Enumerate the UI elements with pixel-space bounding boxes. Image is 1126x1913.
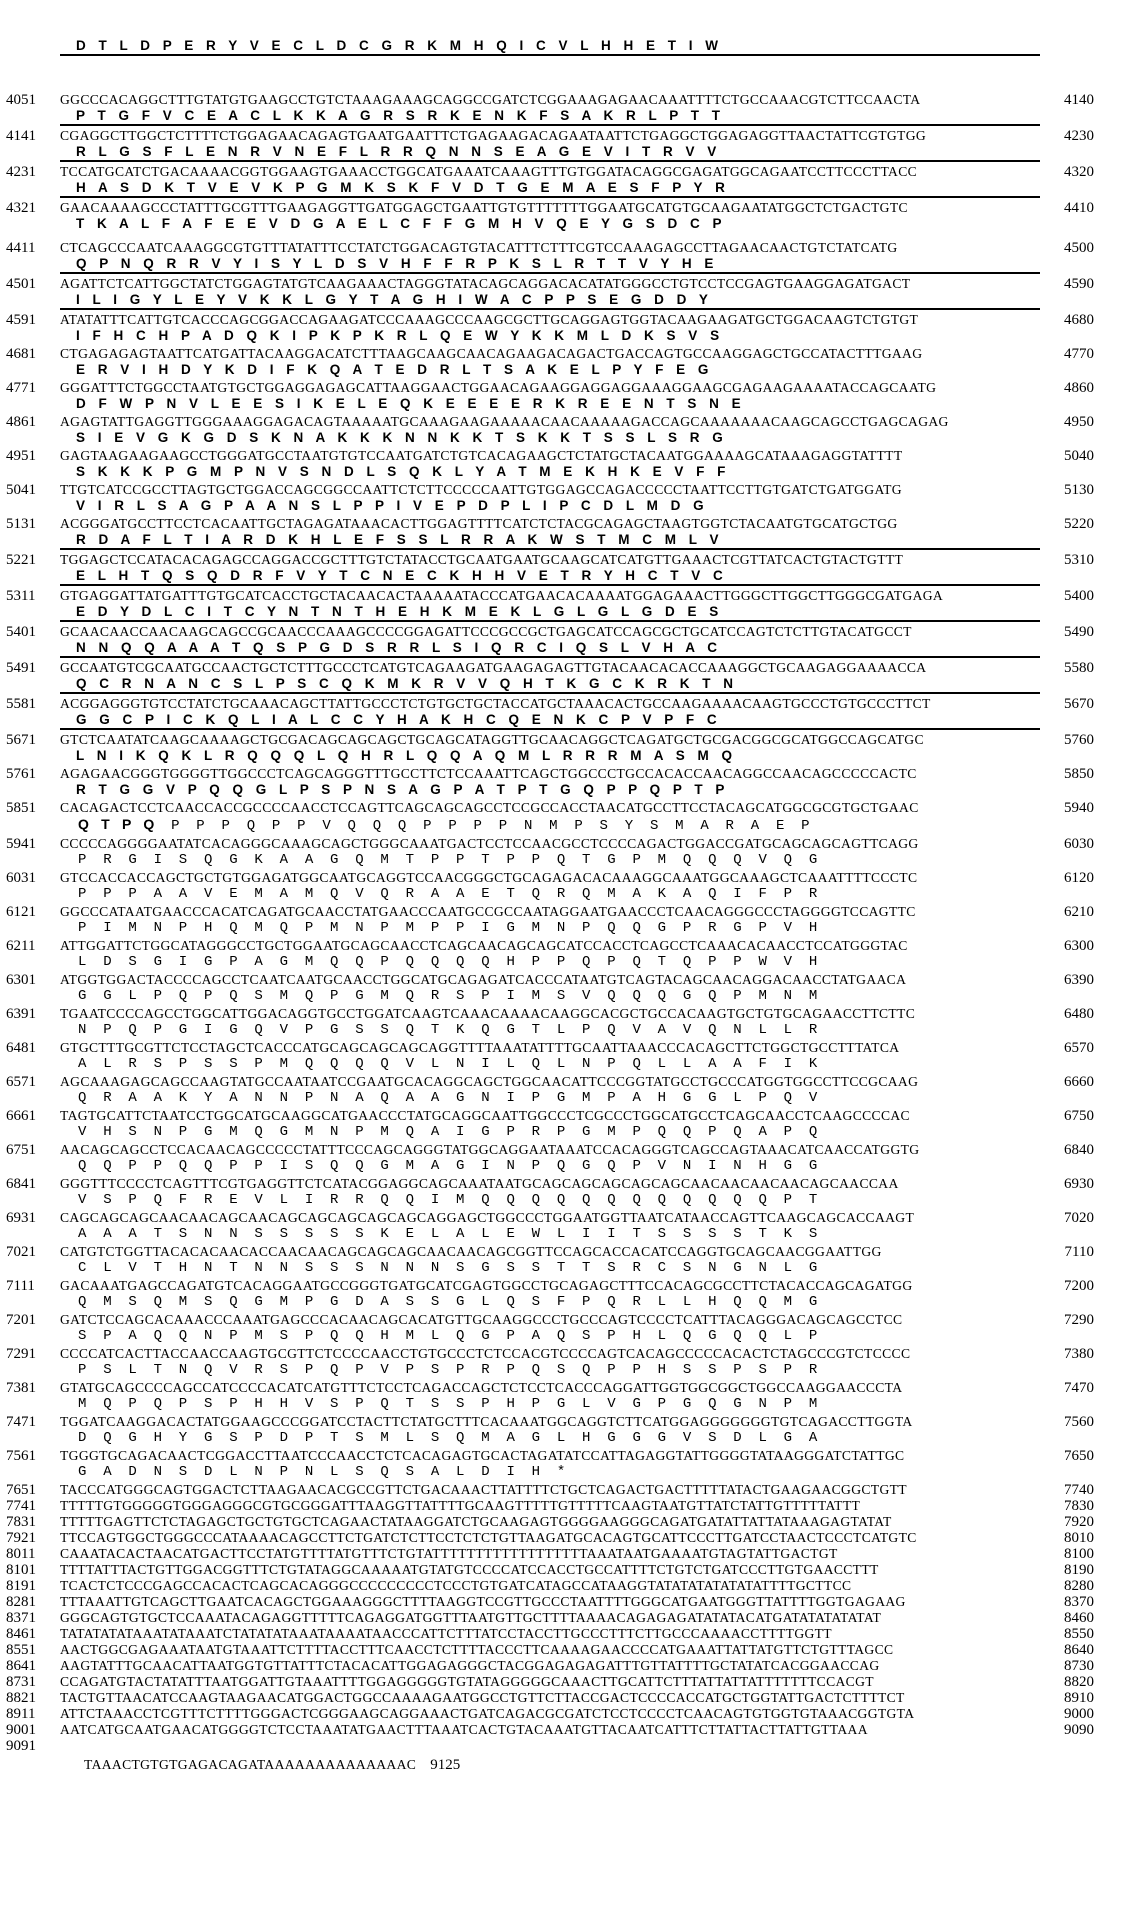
nucleotide-line: GGGTTTCCCCTCAGTTTCGTGAGGTTCTCATACGGAGGCAGCAAATAATGCAGCAGCAGCAGCAGCAACAACAACAACAGCAACCAA bbox=[60, 1176, 899, 1191]
position-start: 8551 bbox=[6, 1642, 36, 1658]
nucleotide-line: CACAGACTCCTCAACCACCGCCCCAACCTCCAGTTCAGCAGCAGCCTCCGCCACCTAACATGCCTTCCTACAGCATGGCGCGTGCTGAAC bbox=[60, 800, 919, 815]
amino-acid-line: P P P A A V E M A M Q V Q R A A E T Q R Q M A K A Q I F P R bbox=[78, 886, 822, 902]
nucleotide-line: TTTTTGAGTTCTCTAGAGCTGCTGTGCTCAGAACTATAAGGATCTGCAAGAGTGGGGAAGGGCAGATGATATTATTATAAAGAGTATAT bbox=[60, 1514, 892, 1529]
sequence-row bbox=[0, 164, 1126, 198]
nucleotide-line: TAAACTGTGTGAGACAGATAAAAAAAAAAAAAAC bbox=[84, 1757, 417, 1772]
amino-acid-line: G G C P I C K Q L I A L C C Y H A K H C Q E N K C P V P F C bbox=[60, 712, 1040, 730]
position-end: 5400 bbox=[1064, 588, 1094, 604]
position-start: 5041 bbox=[6, 482, 36, 498]
nucleotide-line: TATATATATAAATATAAATCTATATATAAATAAAATAACCCATTCTTTATCCTACCTTGCCCTTTCTTGCCCAAAACCTTTTGGTT bbox=[60, 1626, 832, 1641]
amino-acid-line: P R G I S Q G K A A G Q M T P P T P P Q T G P M Q Q Q V Q G bbox=[78, 852, 822, 868]
amino-acid-line: E L H T Q S Q D R F V Y T C N E C K H H V E T R Y H C T V C bbox=[60, 568, 1040, 586]
position-end: 7470 bbox=[1064, 1380, 1094, 1396]
position-end: 5580 bbox=[1064, 660, 1094, 676]
position-start: 7291 bbox=[6, 1346, 36, 1362]
nucleotide-line: TCACTCTCCCGAGCCACACTCAGCACAGGGCCCCCCCCCTCCCTGTGATCATAGCCATAAGGTATATATATATATATTTTGCTTCC bbox=[60, 1578, 852, 1593]
nucleotide-line: CAAATACACTAACATGACTTCCTATGTTTTATGTTTCTGTATTTTTTTTTTTTTTTTTTAAATAATGAAAATGTAGTATTGACTGT bbox=[60, 1546, 838, 1561]
position-end: 4230 bbox=[1064, 128, 1094, 144]
position-start: 6481 bbox=[6, 1040, 36, 1056]
amino-acid-line: R T G G V P Q Q G L P S P N S A G P A T P T G Q P P Q P T P bbox=[76, 782, 729, 797]
nucleotide-line: GAGTAAGAAGAAGCCTGGGATGCCTAATGTGTCCAATGATCTGTCACAGAAGCTCTATGCTACAATGGAAAAGCATAAAGAGGTATTTT bbox=[60, 448, 903, 463]
position-start: 6661 bbox=[6, 1108, 36, 1124]
position-end: 6390 bbox=[1064, 972, 1094, 988]
position-end: 8370 bbox=[1064, 1594, 1094, 1610]
position-start: 7921 bbox=[6, 1530, 36, 1546]
nucleotide-line: AGATTCTCATTGGCTATCTGGAGTATGTCAAGAAACTAGGGTATACAGCAGGACACATATGGGCCTGTCCTCCGAGTGAAGGAGATGACT bbox=[60, 276, 911, 291]
position-start: 5761 bbox=[6, 766, 36, 782]
amino-acid-line: L N I K Q K L R Q Q Q L Q H R L Q Q A Q M L R R R M A S M Q bbox=[76, 748, 737, 763]
sequence-row bbox=[0, 904, 1126, 936]
position-start: 5401 bbox=[6, 624, 36, 640]
position-start: 7561 bbox=[6, 1448, 36, 1464]
nucleotide-line: GATCTCCAGCACAAACCCAAATGAGCCCACAACAGCACATGTTGCAAGGCCCTGCCCAGTCCCCTCATTTACAGGGACAGCAGCCTCC bbox=[60, 1312, 903, 1327]
utr-row bbox=[0, 1690, 1126, 1706]
position-start: 9001 bbox=[6, 1722, 36, 1738]
nucleotide-line: CCCCCAGGGGAATATCACAGGGCAAAGCAGCTGGGCAAATGACTCCTCCAACGCCTCCCCAGACTGGACCGATGCAGCAGCAGTTCAGG bbox=[60, 836, 919, 851]
position-end: 7560 bbox=[1064, 1414, 1094, 1430]
nucleotide-line: AGCAAAGAGCAGCCAAGTATGCCAATAATCCGAATGCACAGGCAGCTGGCAACATTCCCGGTATGCCTGCCCATGGTGGCCTTCCGCAAG bbox=[60, 1074, 919, 1089]
position-end: 8190 bbox=[1064, 1562, 1094, 1578]
utr-row bbox=[0, 1498, 1126, 1514]
position-end: 7290 bbox=[1064, 1312, 1094, 1328]
position-end: 8460 bbox=[1064, 1610, 1094, 1626]
position-end: 4860 bbox=[1064, 380, 1094, 396]
sequence-row bbox=[0, 482, 1126, 514]
position-start: 6301 bbox=[6, 972, 36, 988]
position-start: 5671 bbox=[6, 732, 36, 748]
nucleotide-line: ATTCTAAACCTCGTTTCTTTTGGGACTCGGGAAGCAGGAAACTGATCAGACGCGATCTCCTCCCCTCAACAGTGTGGTGTAAACGGTGTA bbox=[60, 1706, 915, 1721]
nucleotide-line: GTCCACCACCAGCTGCTGTGGAGATGGCAATGCAGGTCCAACGGGCTGCAGAGACACAAAGGCAAATGGCAAAGCTCAAATTTTCCCTC bbox=[60, 870, 918, 885]
position-start: 5221 bbox=[6, 552, 36, 568]
amino-acid-line: Q C R N A N C S L P S C Q K M K R V V Q H T K G C K R K T N bbox=[60, 676, 1040, 694]
position-end: 7740 bbox=[1064, 1482, 1094, 1498]
amino-acid-line: V H S N P G M Q G M N P M Q A I G P R P G M P Q Q P Q A P Q bbox=[78, 1124, 822, 1140]
position-end: 9125 bbox=[430, 1757, 461, 1773]
nucleotide-line: GGGATTTCTGGCCTAATGTGCTGGAGGAGAGCATTAAGGAACTGGAACAGAAGGAGGAGGAAAGGAAGCGAGAAGAAAATACCAGCAATG bbox=[60, 380, 937, 395]
sequence-row bbox=[0, 1006, 1126, 1038]
nucleotide-line: AAGTATTTGCAACATTAATGGTGTTATTTCTACACATTGGAGAGGGCTACGGAGAGAGATTTGTTATTTTGCTATATCACGGAACCAG bbox=[60, 1658, 880, 1673]
position-end: 6300 bbox=[1064, 938, 1094, 954]
utr-row bbox=[0, 1482, 1126, 1498]
position-end: 5760 bbox=[1064, 732, 1094, 748]
sequence-row bbox=[0, 92, 1126, 126]
sequence-row bbox=[0, 552, 1126, 586]
position-end: 8550 bbox=[1064, 1626, 1094, 1642]
position-end: 7110 bbox=[1064, 1244, 1094, 1260]
sequence-row bbox=[0, 200, 1126, 232]
amino-acid-plain-part: P P P Q P P V Q Q Q P P P P N M P S Y S M A R A E P bbox=[158, 818, 814, 834]
position-start: 7471 bbox=[6, 1414, 36, 1430]
amino-acid-line: I L I G Y L E Y V K K L G Y T A G H I W A C P P S E G D D Y bbox=[60, 292, 1040, 310]
position-end: 4770 bbox=[1064, 346, 1094, 362]
sequence-row bbox=[0, 696, 1126, 730]
position-start: 6751 bbox=[6, 1142, 36, 1158]
nucleotide-line: TTTTATTTACTGTTGGACGGTTTCTGTATAGGCAAAAATGTATGTCCCCATCCACCTGCCATTTTCTGTCTGATCCCTTGTGAACCTTT bbox=[60, 1562, 879, 1577]
nucleotide-line: AACTGGCGAGAAATAATGTAAATTCTTTTACCTTTCAACCTCTTTTACCCTTCAAAAGAACCCCATGAAATTATTATGTTCTGTTTAGCC bbox=[60, 1642, 894, 1657]
position-start: 7201 bbox=[6, 1312, 36, 1328]
position-start: 4771 bbox=[6, 380, 36, 396]
sequence-row bbox=[0, 972, 1126, 1004]
amino-acid-line: I F H C H P A D Q K I P K P K R L Q E W Y K K M L D K S V S bbox=[76, 328, 724, 343]
position-start: 7831 bbox=[6, 1514, 36, 1530]
position-end: 6210 bbox=[1064, 904, 1094, 920]
sequence-row bbox=[0, 660, 1126, 694]
sequence-row bbox=[0, 1346, 1126, 1378]
position-start: 8641 bbox=[6, 1658, 36, 1674]
position-end: 7380 bbox=[1064, 1346, 1094, 1362]
amino-acid-line: D F W P N V L E E S I K E L E Q K E E E E R K R E E N T S N E bbox=[76, 396, 746, 411]
position-end: 4320 bbox=[1064, 164, 1094, 180]
nucleotide-line: ATTGGATTCTGGCATAGGGCCTGCTGGAATGCAGCAACCTCAGCAACAGCAGCATCCACCTCAGCCTCAAACACAACCTCCATGGGTAC bbox=[60, 938, 908, 953]
position-start: 4951 bbox=[6, 448, 36, 464]
position-start: 7651 bbox=[6, 1482, 36, 1498]
sequence-row bbox=[0, 516, 1126, 550]
utr-region bbox=[0, 1482, 1126, 1738]
position-start: 5581 bbox=[6, 696, 36, 712]
position-start: 5311 bbox=[6, 588, 36, 604]
position-end: 6840 bbox=[1064, 1142, 1094, 1158]
sequence-row bbox=[0, 624, 1126, 658]
nucleotide-line: AGAGTATTGAGGTTGGGAAAGGAGACAGTAAAAATGCAAAGAAGAAAAACAACAAAAAGACCAGCAAAAAAACAAGCAGCCTGAGCAGAG bbox=[60, 414, 949, 429]
nucleotide-line: TTTAAATTGTCAGCTTGAATCACAGCTGGAAAGGGCTTTTAAGGTCCGTTGCCCTAATTTTGGGCATGAATGGGTTATTTTGGTGAGAAG bbox=[60, 1594, 906, 1609]
position-end: 5130 bbox=[1064, 482, 1094, 498]
sequence-row bbox=[0, 1210, 1126, 1242]
utr-row bbox=[0, 1706, 1126, 1722]
nucleotide-line: ACGGGATGCCTTCCTCACAATTGCTAGAGATAAACACTTGGAGTTTTCATCTCTACGCAGAGCTAAGTGGTCTACAATGTGCATGCTGG bbox=[60, 516, 898, 531]
amino-acid-line: Q M S Q M S Q G M P G D A S S G L Q S F P Q R L L H Q Q M G bbox=[78, 1294, 822, 1310]
sequence-row bbox=[0, 380, 1126, 412]
position-end: 7200 bbox=[1064, 1278, 1094, 1294]
nucleotide-line: GTATGCAGCCCCAGCCATCCCCACATCATGTTTCTCCTCAGACCAGCTCTCCTCACCCAGGATTGGTGGCGGCTGGCCAAGGAACCCTA bbox=[60, 1380, 903, 1395]
amino-acid-line: E D Y D L C I T C Y N T N T H E H K M E K L G L G L G D E S bbox=[60, 604, 1040, 622]
position-end: 6030 bbox=[1064, 836, 1094, 852]
utr-row bbox=[0, 1674, 1126, 1690]
amino-acid-line: R D A F L T I A R D K H L E F S S L R R A K W S T M C M L V bbox=[60, 532, 1040, 550]
amino-acid-line: T K A L F A F E E V D G A E L C F F G M H V Q E Y G S D C P bbox=[76, 216, 727, 231]
sequence-row bbox=[0, 1108, 1126, 1140]
position-end: 5850 bbox=[1064, 766, 1094, 782]
utr-row bbox=[0, 1578, 1126, 1594]
position-end: 4500 bbox=[1064, 240, 1094, 256]
position-end: 5940 bbox=[1064, 800, 1094, 816]
position-start: 7111 bbox=[6, 1278, 35, 1294]
nucleotide-line: AATCATGCAATGAACATGGGGTCTCCTAAATATGAACTTTAAATCACTGTACAAATGTTACAATCATTTCTTATTACTTATTGTTAAA bbox=[60, 1722, 868, 1737]
position-start: 6391 bbox=[6, 1006, 36, 1022]
position-start: 6571 bbox=[6, 1074, 36, 1090]
amino-acid-line: N N Q Q A A A T Q S P G D S R R L S I Q R C I Q S L V H A C bbox=[60, 640, 1040, 658]
sequence-row bbox=[0, 1448, 1126, 1480]
nucleotide-line: GTGAGGATTATGATTTGTGCATCACCTGCTACAACACTAAAAATACCCATGAACACAAAATGGAGAAACTTGGGCTTGGCTTGGGCGATGAGA bbox=[60, 588, 944, 603]
position-end: 8910 bbox=[1064, 1690, 1094, 1706]
nucleotide-line: CGAGGCTTGGCTCTTTTCTGGAGAACAGAGTGAATGAATTTCTGAGAAGACAGAATAATTCTGAGGCTGGAGAGGTTAACTATTCGTGTGG bbox=[60, 128, 927, 143]
position-start: 8371 bbox=[6, 1610, 36, 1626]
amino-acid-line: R L G S F L E N R V N E F L R R Q N N S E A G E V I T R V V bbox=[60, 144, 1040, 162]
sequence-row bbox=[0, 346, 1126, 378]
nucleotide-line: TAGTGCATTCTAATCCTGGCATGCAAGGCATGAACCCTATGCAGGCAATTGGCCCTCGCCCTGGCATGCCTCAGCAACCTCAAGCCCCAC bbox=[60, 1108, 910, 1123]
amino-acid-line: P I M N P H Q M Q P M N P M P P I G M N P Q Q G P R G P V H bbox=[78, 920, 822, 936]
utr-row bbox=[0, 1546, 1126, 1562]
position-end: 4410 bbox=[1064, 200, 1094, 216]
nucleotide-line: CTCAGCCCAATCAAAGGCGTGTTTATATTTCCTATCTGGACAGTGTACATTTCTTTCGTCCAAAGAGCCTTAGAACAACTGTCTATCATG bbox=[60, 240, 898, 255]
position-start: 4321 bbox=[6, 200, 36, 216]
position-end: 6480 bbox=[1064, 1006, 1094, 1022]
position-end: 7650 bbox=[1064, 1448, 1094, 1464]
sequence-row bbox=[0, 414, 1126, 446]
nucleotide-line: GGCCCATAATGAACCCACATCAGATGCAACCTATGAACCCAATGCCGCCAATAGGAATGAACCCTCAACAGGGCCCTAGGGGTCCAGTTC bbox=[60, 904, 916, 919]
utr-row bbox=[0, 1722, 1126, 1738]
sequence-row bbox=[0, 1040, 1126, 1072]
amino-acid-line: G A D N S D L N P N L S Q S A L D I H * bbox=[78, 1464, 570, 1480]
nucleotide-line: GGCCCACAGGCTTTGTATGTGAAGCCTGTCTAAAGAAAGCAGGCCGATCTCGGAAAGAGAACAAATTTTCTGCCAAACGTCTTCCAACTA bbox=[60, 92, 921, 107]
nucleotide-line: TGGATCAAGGACACTATGGAAGCCCGGATCCTACTTCTATGCTTTCACAAATGGCAGGTCTTCATGGAGGGGGGGTGTCAGACCTTGGTA bbox=[60, 1414, 913, 1429]
position-start: 5941 bbox=[6, 836, 36, 852]
amino-acid-line: A A A T S N N S S S S S K E L A L E W L I I T S S S S T K S bbox=[78, 1226, 822, 1242]
sequence-row bbox=[0, 128, 1126, 162]
nucleotide-line: TGGGTGCAGACAACTCGGACCTTAATCCCAACCTCTCACAGAGTGCACTAGATATCCATTAGAGGTATTGGGGTATAAGGGATCTATTGC bbox=[60, 1448, 905, 1463]
position-start: 9091 bbox=[6, 1738, 36, 1754]
nucleotide-line: AGAGAACGGGTGGGGTTGGCCCTCAGCAGGGTTTGCCTTCTCCAAATTCAGCTGGCCCTGCCACACCAACAGGCCAACAGCCCCCACTC bbox=[60, 766, 917, 781]
position-start: 8821 bbox=[6, 1690, 36, 1706]
sequence-row bbox=[0, 1278, 1126, 1310]
position-start: 6121 bbox=[6, 904, 36, 920]
sequence-row bbox=[0, 276, 1126, 310]
amino-acid-line: Q R A A K Y A N N P N A Q A A G N I P G M P A H G G L P Q V bbox=[78, 1090, 822, 1106]
amino-acid-line: V I R L S A G P A A N S L P P I V E P D P L I P C D L M D G bbox=[76, 498, 709, 513]
nucleotide-line: ATATATTTCATTGTCACCCAGCGGACCAGAAGATCCCAAAGCCCAAGCGCTTGCAGGAGTGGTACAAGAAGATGCTGGACAAGTCTGTGT bbox=[60, 312, 919, 327]
sequence-row bbox=[0, 1142, 1126, 1174]
position-end: 4140 bbox=[1064, 92, 1094, 108]
amino-acid-line: P T G F V C E A C L K K A G R S R K E N K F S A K R L P T T bbox=[60, 108, 1040, 126]
position-end: 5490 bbox=[1064, 624, 1094, 640]
position-start: 4681 bbox=[6, 346, 36, 362]
position-start: 4501 bbox=[6, 276, 36, 292]
position-start: 8731 bbox=[6, 1674, 36, 1690]
position-start: 7021 bbox=[6, 1244, 36, 1260]
amino-acid-line: Q P N Q R R V Y I S Y L D S V H F F R P K S L R T T V Y H E bbox=[60, 256, 1040, 274]
nucleotide-line: AACAGCAGCCTCCACAACAGCCCCCTATTTCCCAGCAGGGTATGGCAGGAATAAATCCACAGGGTCAGCCAGTAAACATCAACCATGGTG bbox=[60, 1142, 920, 1157]
coding-region bbox=[0, 92, 1126, 1480]
position-end: 8280 bbox=[1064, 1578, 1094, 1594]
nucleotide-line: GCAACAACCAACAAGCAGCCGCAACCCAAAGCCCCGGAGATTCCCGCCGCTGAGCATCCAGCGCTGCATCCAGTCTCTTGTACATGCCT bbox=[60, 624, 912, 639]
sequence-row bbox=[0, 938, 1126, 970]
nucleotide-line: TACCCATGGGCAGTGGACTCTTAAGAACACGCCGTTCTGACAAACTTATTTTCTGCTCAGACTGACTTTTTATACTGAAGAACGGCTGTT bbox=[60, 1482, 907, 1497]
position-end: 8640 bbox=[1064, 1642, 1094, 1658]
position-end: 4680 bbox=[1064, 312, 1094, 328]
nucleotide-line: TTGTCATCCGCCTTAGTGCTGGACCAGCGGCCAATTCTCTTCCCCCAATTGTGGAGCCAGACCCCCTAATTCCTTGTGATCTGATGGATG bbox=[60, 482, 902, 497]
position-start: 8281 bbox=[6, 1594, 36, 1610]
utr-row bbox=[0, 1658, 1126, 1674]
position-end: 7920 bbox=[1064, 1514, 1094, 1530]
amino-acid-line: D Q G H Y G S P D P T S M L S Q M A G L H G G G V S D L G A bbox=[78, 1430, 822, 1446]
nucleotide-line: TTCCAGTGGCTGGGCCCATAAAACAGCCTTCTGATCTCTTCCTCTCTGTTAAGATGCACAGTGCATTCCCTTGATCCTAACTCCCTCATGTC bbox=[60, 1530, 917, 1545]
sequence-row bbox=[0, 732, 1126, 764]
position-end: 8010 bbox=[1064, 1530, 1094, 1546]
position-end: 4950 bbox=[1064, 414, 1094, 430]
position-start: 8461 bbox=[6, 1626, 36, 1642]
position-end: 7830 bbox=[1064, 1498, 1094, 1514]
utr-row bbox=[0, 1594, 1126, 1610]
position-end: 6750 bbox=[1064, 1108, 1094, 1124]
amino-acid-line: S I E V G K G D S K N A K K K N N K K T S K K T S S L S R G bbox=[76, 430, 728, 445]
position-start: 6931 bbox=[6, 1210, 36, 1226]
final-row bbox=[0, 1738, 1126, 1792]
sequence-row bbox=[0, 766, 1126, 798]
position-start: 5851 bbox=[6, 800, 36, 816]
nucleotide-line: CTGAGAGAGTAATTCATGATTACAAGGACATCTTTAAGCAAGCAACAGAAGACAGACTGACCAGTGCCAAGGAGCTGCCATACTTTGAAG bbox=[60, 346, 923, 361]
amino-acid-line: Q Q P P Q Q P P I S Q Q G M A G I N P Q G Q P V N I N H G G bbox=[78, 1158, 822, 1174]
position-start: 4861 bbox=[6, 414, 36, 430]
nucleotide-line: TCCATGCATCTGACAAAACGGTGGAAGTGAAACCTGGCATGAAATCAAAGTTTGTGGATACAGGCGAGATGGCAGAATCCTTCCCTTACC bbox=[60, 164, 918, 179]
position-end: 5670 bbox=[1064, 696, 1094, 712]
position-start: 8191 bbox=[6, 1578, 36, 1594]
sequence-row bbox=[0, 1414, 1126, 1446]
amino-acid-line: E R V I H D Y K D I F K Q A T E D R L T S A K E L P Y F E G bbox=[76, 362, 713, 377]
sequence-row bbox=[0, 240, 1126, 274]
amino-acid-line: L D S G I G P A G M Q Q P Q Q Q Q H P P Q P Q T Q P P W V H bbox=[78, 954, 822, 970]
position-end: 9000 bbox=[1064, 1706, 1094, 1722]
nucleotide-line: ATGGTGGACTACCCCAGCCTCAATCAATGCAACCTGGCATGCAGAGATCACCCATAATGTCAGTACAGCAACAGGACAACCTATGAACA bbox=[60, 972, 907, 987]
position-start: 7741 bbox=[6, 1498, 36, 1514]
sequence-row bbox=[0, 800, 1126, 834]
position-end: 4590 bbox=[1064, 276, 1094, 292]
nucleotide-line: ACGGAGGGTGTCCTATCTGCAAACAGCTTATTGCCCTCTGTGCTGCTACCATGCTAAACACTGCCAAGAAAACAAGTGCCCTGTGCCCTTCT bbox=[60, 696, 931, 711]
position-end: 6570 bbox=[1064, 1040, 1094, 1056]
position-start: 4591 bbox=[6, 312, 36, 328]
position-end: 6120 bbox=[1064, 870, 1094, 886]
utr-row bbox=[0, 1626, 1126, 1642]
amino-acid-line bbox=[60, 816, 1040, 834]
amino-acid-bold-part: Q T P Q bbox=[78, 816, 159, 832]
nucleotide-line: TGGAGCTCCATACACAGAGCCAGGACCGCTTTGTCTATACCTGCAATGAATGCAAGCATCATGTTGAAACTCGTTATCACTGTACTGTTT bbox=[60, 552, 904, 567]
amino-acid-line: N P Q P G I G Q V P G S S Q T K Q G T L P Q V A V Q N L L R bbox=[78, 1022, 822, 1038]
sequence-row bbox=[0, 588, 1126, 622]
nucleotide-line: GTCTCAATATCAAGCAAAAGCTGCGACAGCAGCAGCTGCAGCATAGGTTGCAACAGGCTCAGATGCTGCGACGGCGCATGGCCAGCATGC bbox=[60, 732, 924, 747]
position-start: 8101 bbox=[6, 1562, 36, 1578]
position-end: 8100 bbox=[1064, 1546, 1094, 1562]
sequence-row bbox=[0, 1244, 1126, 1276]
position-start: 4051 bbox=[6, 92, 36, 108]
amino-acid-line: D T L D P E R Y V E C L D C G R K M H Q I C V L H H E T I W bbox=[60, 38, 1040, 56]
sequence-row bbox=[0, 448, 1126, 480]
nucleotide-line: GGGCAGTGTGCTCCAAATACAGAGGTTTTTCAGAGGATGGTTTAATGTTGCTTTTAAAACAGAGAGATATATACATGATATATATATAT bbox=[60, 1610, 882, 1625]
nucleotide-line: GTGCTTTGCGTTCTCCTAGCTCACCCATGCAGCAGCAGCAGGTTTTAAATATTTTGCAATTAAACCCACAGCTTCTGGCTGCCTTTATCA bbox=[60, 1040, 900, 1055]
utr-row bbox=[0, 1642, 1126, 1658]
sequence-row bbox=[0, 836, 1126, 868]
position-end: 7020 bbox=[1064, 1210, 1094, 1226]
nucleotide-line: GCCAATGTCGCAATGCCAACTGCTCTTTGCCCTCATGTCAGAAGATGAAGAGAGTTGTACAACACACCAAAGGCTGCAAGAGGAAAACCA bbox=[60, 660, 927, 675]
nucleotide-line: GAACAAAAGCCCTATTTGCGTTTGAAGAGGTTGATGGAGCTGAATTGTGTTTTTTTGGAATGCATGTGCAAGAATATGGCTCTGACTGTC bbox=[60, 200, 908, 215]
sequence-row bbox=[0, 1380, 1126, 1412]
position-end: 5040 bbox=[1064, 448, 1094, 464]
position-start: 7381 bbox=[6, 1380, 36, 1396]
nucleotide-line: CCCCATCACTTACCAACCAAGTGCGTTCTCCCCAACCTGTGCCCTCTCCACGTCCCCAGTCACAGCCCCCACACTCTAGCCCGTCTCCCC bbox=[60, 1346, 911, 1361]
nucleotide-line: TGAATCCCCAGCCTGGCATTGGACAGGTGCCTGGATCAAGTCAAACAAAACAAGGCACGCTGCCACAAGTGCTGTGCAGAACCTTCTTC bbox=[60, 1006, 916, 1021]
utr-row bbox=[0, 1530, 1126, 1546]
position-end: 5310 bbox=[1064, 552, 1094, 568]
sequence-row bbox=[0, 1312, 1126, 1344]
sequence-row bbox=[0, 1074, 1126, 1106]
position-end: 8730 bbox=[1064, 1658, 1094, 1674]
nucleotide-line: CAGCAGCAGCAACAACAGCAACAGCAGCAGCAGCAGCAGGAGCTGGCCCTGGAATGGTTAATCATAACCAGTTCAAGCAGCACCAAGT bbox=[60, 1210, 915, 1225]
position-start: 4141 bbox=[6, 128, 36, 144]
top-fragment-row bbox=[0, 2, 1126, 92]
amino-acid-line: M Q P Q P S P H H V S P Q T S S P H P G L V G P G Q G N P M bbox=[78, 1396, 822, 1412]
amino-acid-line: V S P Q F R E V L I R R Q Q I M Q Q Q Q Q Q Q Q Q Q Q Q P T bbox=[78, 1192, 822, 1208]
position-start: 4231 bbox=[6, 164, 36, 180]
amino-acid-line: G G L P Q P Q S M Q P G M Q R S P I M S V Q Q Q G Q P M N M bbox=[78, 988, 822, 1004]
position-start: 6841 bbox=[6, 1176, 36, 1192]
nucleotide-line: CATGTCTGGTTACACACAACACCAACAACAGCAGCAGCAACAACAGCGGTTCCAGCACCACATCCAGGTGCAGCAACGGAATTGG bbox=[60, 1244, 882, 1259]
position-start: 6211 bbox=[6, 938, 36, 954]
amino-acid-line: H A S D K T V E V K P G M K S K F V D T G E M A E S F P Y R bbox=[60, 180, 1040, 198]
amino-acid-line: A L R S P S S P M Q Q Q Q V L N I L Q L N P Q L L A A F I K bbox=[78, 1056, 822, 1072]
position-start: 5491 bbox=[6, 660, 36, 676]
nucleotide-line: TTTTTGTGGGGGTGGGAGGGCGTGCGGGATTTAAGGTTATTTTGCAAGTTTTTGTTTTTCAAGTAATGTTATCTATTGTTTTTATTT bbox=[60, 1498, 861, 1513]
nucleotide-line: CCAGATGTACTATATTTAATGGATTGTAAATTTTGGAGGGGGTGTATAGGGGGCAAACTTGCATTCTTTATTATTATTTTTTTCCACGT bbox=[60, 1674, 874, 1689]
position-end: 8820 bbox=[1064, 1674, 1094, 1690]
position-end: 6660 bbox=[1064, 1074, 1094, 1090]
utr-row bbox=[0, 1562, 1126, 1578]
amino-acid-line: S K K K P G M P N V S N D L S Q K L Y A T M E K H K E V F F bbox=[76, 464, 730, 479]
position-end: 6930 bbox=[1064, 1176, 1094, 1192]
amino-acid-line: C L V T H N T N N S S S N N N S G S S T T S R C S N G N L G bbox=[78, 1260, 822, 1276]
position-start: 8911 bbox=[6, 1706, 36, 1722]
amino-acid-line: P S L T N Q V R S P Q P V P S P R P Q S Q P P H S S P S P R bbox=[78, 1362, 822, 1378]
utr-row bbox=[0, 1514, 1126, 1530]
position-start: 4411 bbox=[6, 240, 36, 256]
amino-acid-line: S P A Q Q N P M S P Q Q H M L Q G P A Q S P H L Q G Q Q L P bbox=[78, 1328, 822, 1344]
sequence-row bbox=[0, 870, 1126, 902]
sequence-row bbox=[0, 312, 1126, 344]
position-end: 9090 bbox=[1064, 1722, 1094, 1738]
sequence-row bbox=[0, 1176, 1126, 1208]
position-start: 6031 bbox=[6, 870, 36, 886]
position-start: 8011 bbox=[6, 1546, 36, 1562]
utr-row bbox=[0, 1610, 1126, 1626]
nucleotide-line: TACTGTTAACATCCAAGTAAGAACATGGACTGGCCAAAAGAATGGCCTGTTCTTACCGACTCCCCACCATGCTGGTATTGACTCTTTTCT bbox=[60, 1690, 905, 1705]
position-start: 5131 bbox=[6, 516, 36, 532]
position-end: 5220 bbox=[1064, 516, 1094, 532]
nucleotide-line: GACAAATGAGCCAGATGTCACAGGAATGCCGGGTGATGCATCGAGTGGCCTGCAGAGCTTTCCACAGCGCCTTCTACACCAGCAGATGG bbox=[60, 1278, 913, 1293]
